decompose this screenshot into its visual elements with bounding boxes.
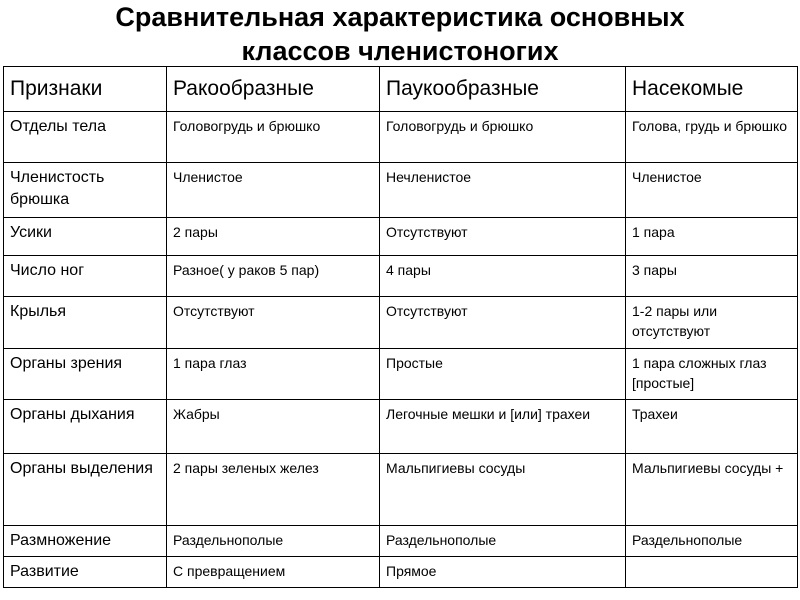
value-cell: 1 пара [626,218,798,256]
value-cell: Мальпигиевы сосуды + [626,454,798,526]
table-row [4,526,798,557]
value-cell: Жабры [167,400,380,454]
title-line-1: Сравнительная характеристика основных [115,2,685,32]
feature-cell: Членистость брюшка [4,163,167,218]
value-cell: Головогрудь и брюшко [380,112,626,163]
value-cell: 4 пары [380,256,626,297]
comparison-table [3,66,798,588]
table-row [4,349,798,400]
value-cell: Раздельнополые [626,526,798,557]
value-cell: Головогрудь и брюшко [167,112,380,163]
value-cell: Легочные мешки и [или] трахеи [380,400,626,454]
value-cell: 2 пары [167,218,380,256]
value-cell: Раздельнополые [380,526,626,557]
table-row [4,400,798,454]
value-cell: Отсутствуют [380,297,626,349]
table-row [4,297,798,349]
value-cell: Разное( у раков 5 пар) [167,256,380,297]
feature-cell: Усики [4,218,167,256]
value-cell: Голова, грудь и брюшко [626,112,798,163]
value-cell: Членистое [167,163,380,218]
table-row [4,557,798,588]
feature-cell: Размножение [4,526,167,557]
value-cell: Отсутствуют [380,218,626,256]
value-cell: Отсутствуют [167,297,380,349]
feature-cell: Развитие [4,557,167,588]
feature-cell: Органы дыхания [4,400,167,454]
feature-cell: Число ног [4,256,167,297]
table-row [4,163,798,218]
header-cell-crustaceans: Ракообразные [167,67,380,112]
value-cell: 3 пары [626,256,798,297]
value-cell: 1 пара глаз [167,349,380,400]
value-cell: Мальпигиевы сосуды [380,454,626,526]
value-cell: 1-2 пары или отсутствуют [626,297,798,349]
table-row [4,218,798,256]
table-row [4,256,798,297]
value-cell: Прямое [380,557,626,588]
value-cell: Раздельнополые [167,526,380,557]
feature-cell: Крылья [4,297,167,349]
header-cell-features: Признаки [4,67,167,112]
header-cell-arachnids: Паукообразные [380,67,626,112]
value-cell: Простые [380,349,626,400]
table-row [4,454,798,526]
title-line-2: классов членистоногих [241,36,559,66]
value-cell: С превращением [167,557,380,588]
value-cell: Членистое [626,163,798,218]
header-row [4,67,798,112]
value-cell: Трахеи [626,400,798,454]
feature-cell: Органы выделения [4,454,167,526]
header-cell-insects: Насекомые [626,67,798,112]
page-title [0,0,800,68]
value-cell: Нечленистое [380,163,626,218]
feature-cell: Органы зрения [4,349,167,400]
feature-cell: Отделы тела [4,112,167,163]
table-row [4,112,798,163]
value-cell: 1 пара сложных глаз [простые] [626,349,798,400]
value-cell [626,557,798,588]
value-cell: 2 пары зеленых желез [167,454,380,526]
